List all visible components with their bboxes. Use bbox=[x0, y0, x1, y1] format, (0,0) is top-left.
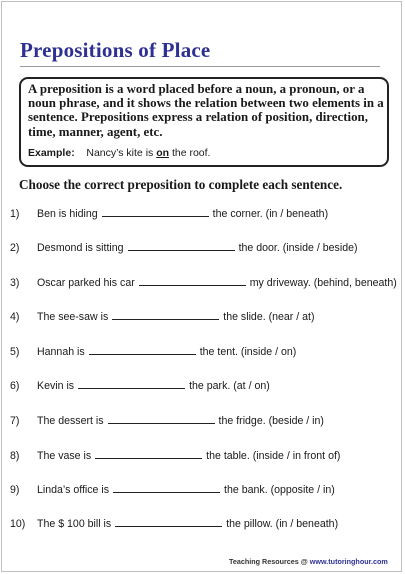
instructions: Choose the correct preposition to complete each sentence. bbox=[19, 177, 343, 192]
answer-blank[interactable] bbox=[112, 308, 219, 320]
answer-blank[interactable] bbox=[115, 515, 222, 527]
question-text-before: The vase is bbox=[37, 450, 92, 462]
answer-blank[interactable] bbox=[102, 205, 209, 217]
question-number: 2) bbox=[10, 242, 20, 254]
answer-blank[interactable] bbox=[95, 447, 202, 459]
question-text-before: The dessert is bbox=[37, 415, 104, 427]
question-number: 4) bbox=[10, 311, 20, 323]
question-text-before: The see-saw is bbox=[37, 311, 109, 323]
question-text-after: the pillow. (in / beneath) bbox=[226, 518, 339, 530]
question-item bbox=[10, 308, 315, 322]
question-text-after: the bank. (opposite / in) bbox=[224, 484, 335, 496]
question-item bbox=[10, 377, 270, 391]
question-item bbox=[10, 205, 328, 219]
question-text-before: Hannah is bbox=[37, 346, 85, 358]
answer-blank[interactable] bbox=[113, 481, 220, 493]
question-text-after: my driveway. (behind, beneath) bbox=[249, 277, 397, 289]
question-number: 7) bbox=[10, 415, 20, 427]
example-text-before: Nancy’s kite is bbox=[86, 147, 154, 159]
question-text-before: Oscar parked his car bbox=[37, 277, 135, 289]
question-item bbox=[10, 343, 296, 357]
answer-blank[interactable] bbox=[89, 343, 196, 355]
question-text-after: the tent. (inside / on) bbox=[199, 346, 297, 358]
question-text-before: The $ 100 bill is bbox=[37, 518, 112, 530]
question-text-after: the corner. (in / beneath) bbox=[212, 208, 329, 220]
example-preposition: on bbox=[156, 147, 170, 159]
question-number: 9) bbox=[10, 484, 20, 496]
title-divider bbox=[20, 66, 380, 67]
footer-credit bbox=[229, 557, 388, 566]
answer-blank[interactable] bbox=[108, 412, 215, 424]
answer-blank[interactable] bbox=[78, 377, 185, 389]
footer-url-link[interactable]: www.tutoringhour.com bbox=[309, 557, 388, 566]
question-number: 10) bbox=[10, 518, 26, 530]
question-text-after: the slide. (near / at) bbox=[223, 311, 315, 323]
question-number: 3) bbox=[10, 277, 20, 289]
answer-blank[interactable] bbox=[128, 239, 235, 251]
question-item bbox=[10, 274, 397, 288]
question-number: 1) bbox=[10, 208, 20, 220]
question-item bbox=[10, 239, 358, 253]
question-text-before: Desmond is sitting bbox=[37, 242, 124, 254]
example-text-after: the roof. bbox=[171, 147, 211, 159]
question-item bbox=[10, 412, 324, 426]
question-item bbox=[10, 515, 338, 529]
example-label: Example: bbox=[28, 147, 75, 159]
question-number: 6) bbox=[10, 380, 20, 392]
question-text-after: the park. (at / on) bbox=[189, 380, 270, 392]
question-number: 8) bbox=[10, 450, 20, 462]
question-item bbox=[10, 481, 335, 495]
question-number: 5) bbox=[10, 346, 20, 358]
question-text-before: Kevin is bbox=[37, 380, 75, 392]
question-text-before: Ben is hiding bbox=[37, 208, 98, 220]
question-text-after: the fridge. (beside / in) bbox=[218, 415, 324, 427]
footer-label: Teaching Resources @ bbox=[229, 557, 308, 566]
question-item bbox=[10, 447, 340, 461]
question-text-before: Linda’s office is bbox=[37, 484, 110, 496]
example-line bbox=[28, 147, 210, 159]
question-text-after: the table. (inside / in front of) bbox=[206, 450, 341, 462]
page-title: Prepositions of Place bbox=[20, 38, 211, 62]
definition-text: A preposition is a word placed before a noun, a pronoun, or a noun phrase, and it shows the relation between two elements in a sentence. Prepositions express a relation of position, direction, time, manner, agent, etc. bbox=[28, 82, 384, 139]
question-text-after: the door. (inside / beside) bbox=[238, 242, 358, 254]
answer-blank[interactable] bbox=[139, 274, 246, 286]
